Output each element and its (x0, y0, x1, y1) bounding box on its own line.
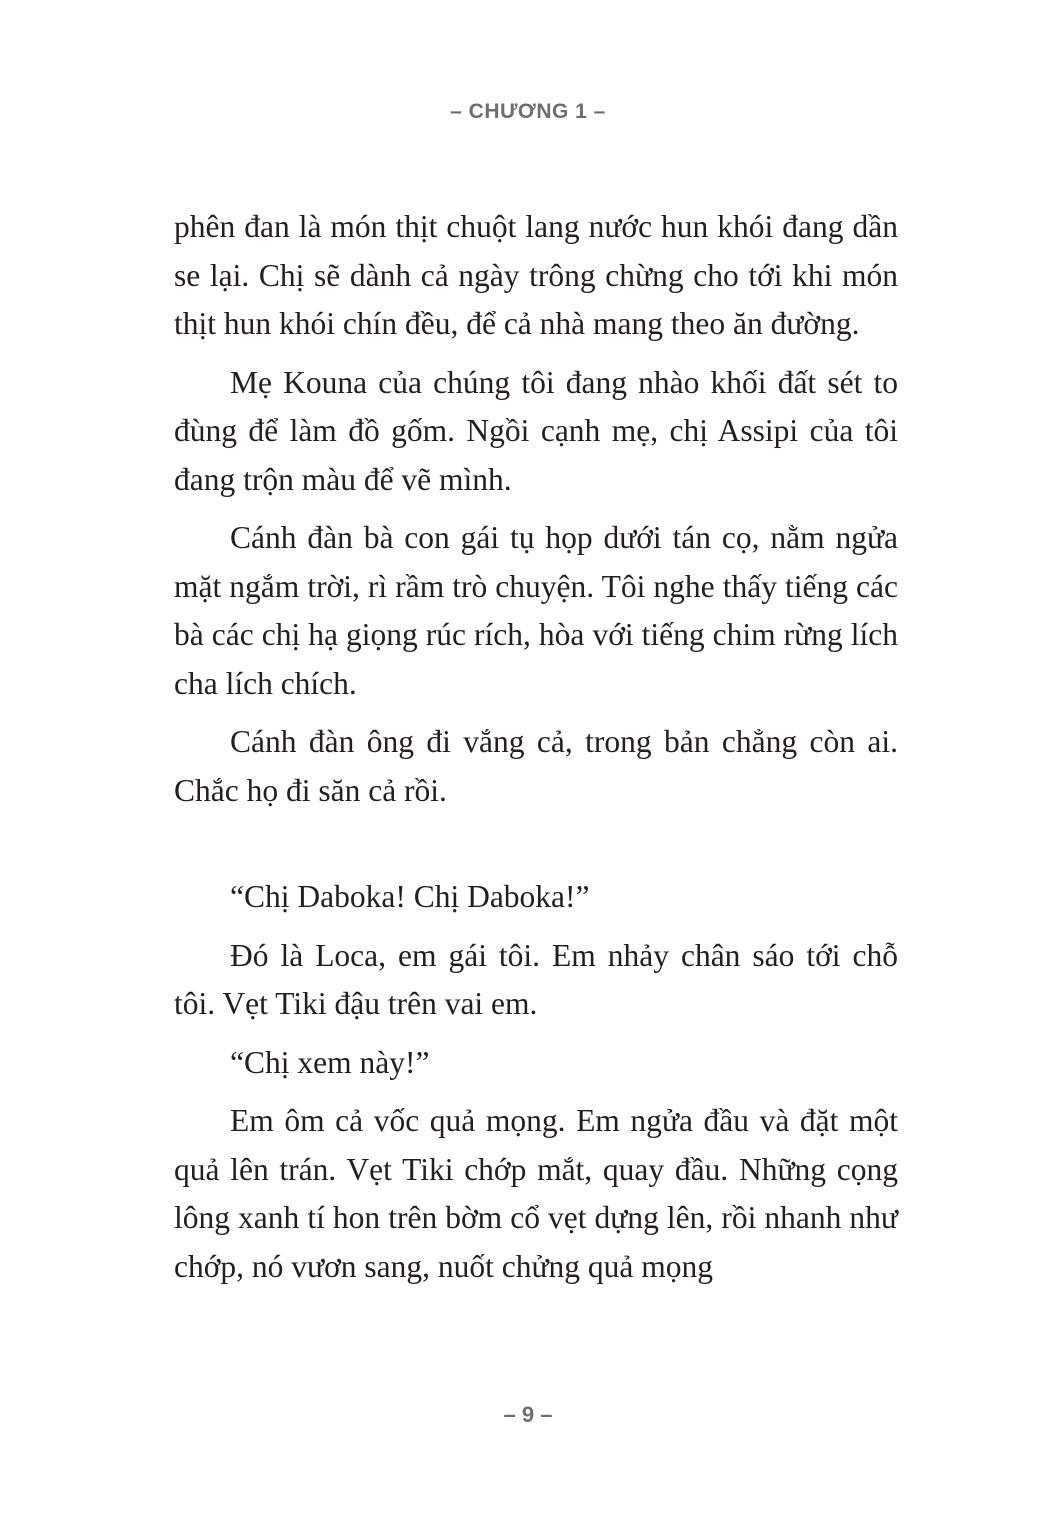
body-text (174, 203, 898, 1301)
paragraph: Cánh đàn bà con gái tụ họp dưới tán cọ, nằm ngửa mặt ngắm trời, rì rầm trò chuyện. Tôi nghe thấy tiếng các bà các chị hạ giọng rúc rích, hòa với tiếng chim rừng lích cha lích chích. (174, 520, 898, 701)
chapter-heading: – CHƯƠNG 1 – (450, 100, 606, 123)
paragraph: Đó là Loca, em gái tôi. Em nhảy chân sáo tới chỗ tôi. Vẹt Tiki đậu trên vai em. (174, 937, 898, 1021)
dialogue-line: “Chị xem này!” (230, 1044, 430, 1080)
paragraph: Cánh đàn ông đi vắng cả, trong bản chẳng còn ai. Chắc họ đi săn cả rồi. (174, 724, 898, 808)
paragraph: phên đan là món thịt chuột lang nước hun khói đang dần se lại. Chị sẽ dành cả ngày trông chừng cho tới khi món thịt hun khói chín đều, để cả nhà mang theo ăn đường. (174, 209, 898, 341)
dialogue-line: “Chị Daboka! Chị Daboka!” (230, 879, 590, 914)
paragraph: Em ôm cả vốc quả mọng. Em ngửa đầu và đặt một quả lên trán. Vẹt Tiki chớp mắt, quay đầu. Những cọng lông xanh tí hon trên bờm cổ vẹt dựng lên, rồi nhanh như chớp, nó vươn sang, nuốt chửng quả mọng (174, 1103, 898, 1284)
paragraph: Mẹ Kouna của chúng tôi đang nhào khối đất sét to đùng để làm đồ gốm. Ngồi cạnh mẹ, chị Assipi của tôi đang trộn màu để vẽ mình. (174, 364, 898, 497)
page-number: – 9 – (503, 1402, 553, 1427)
